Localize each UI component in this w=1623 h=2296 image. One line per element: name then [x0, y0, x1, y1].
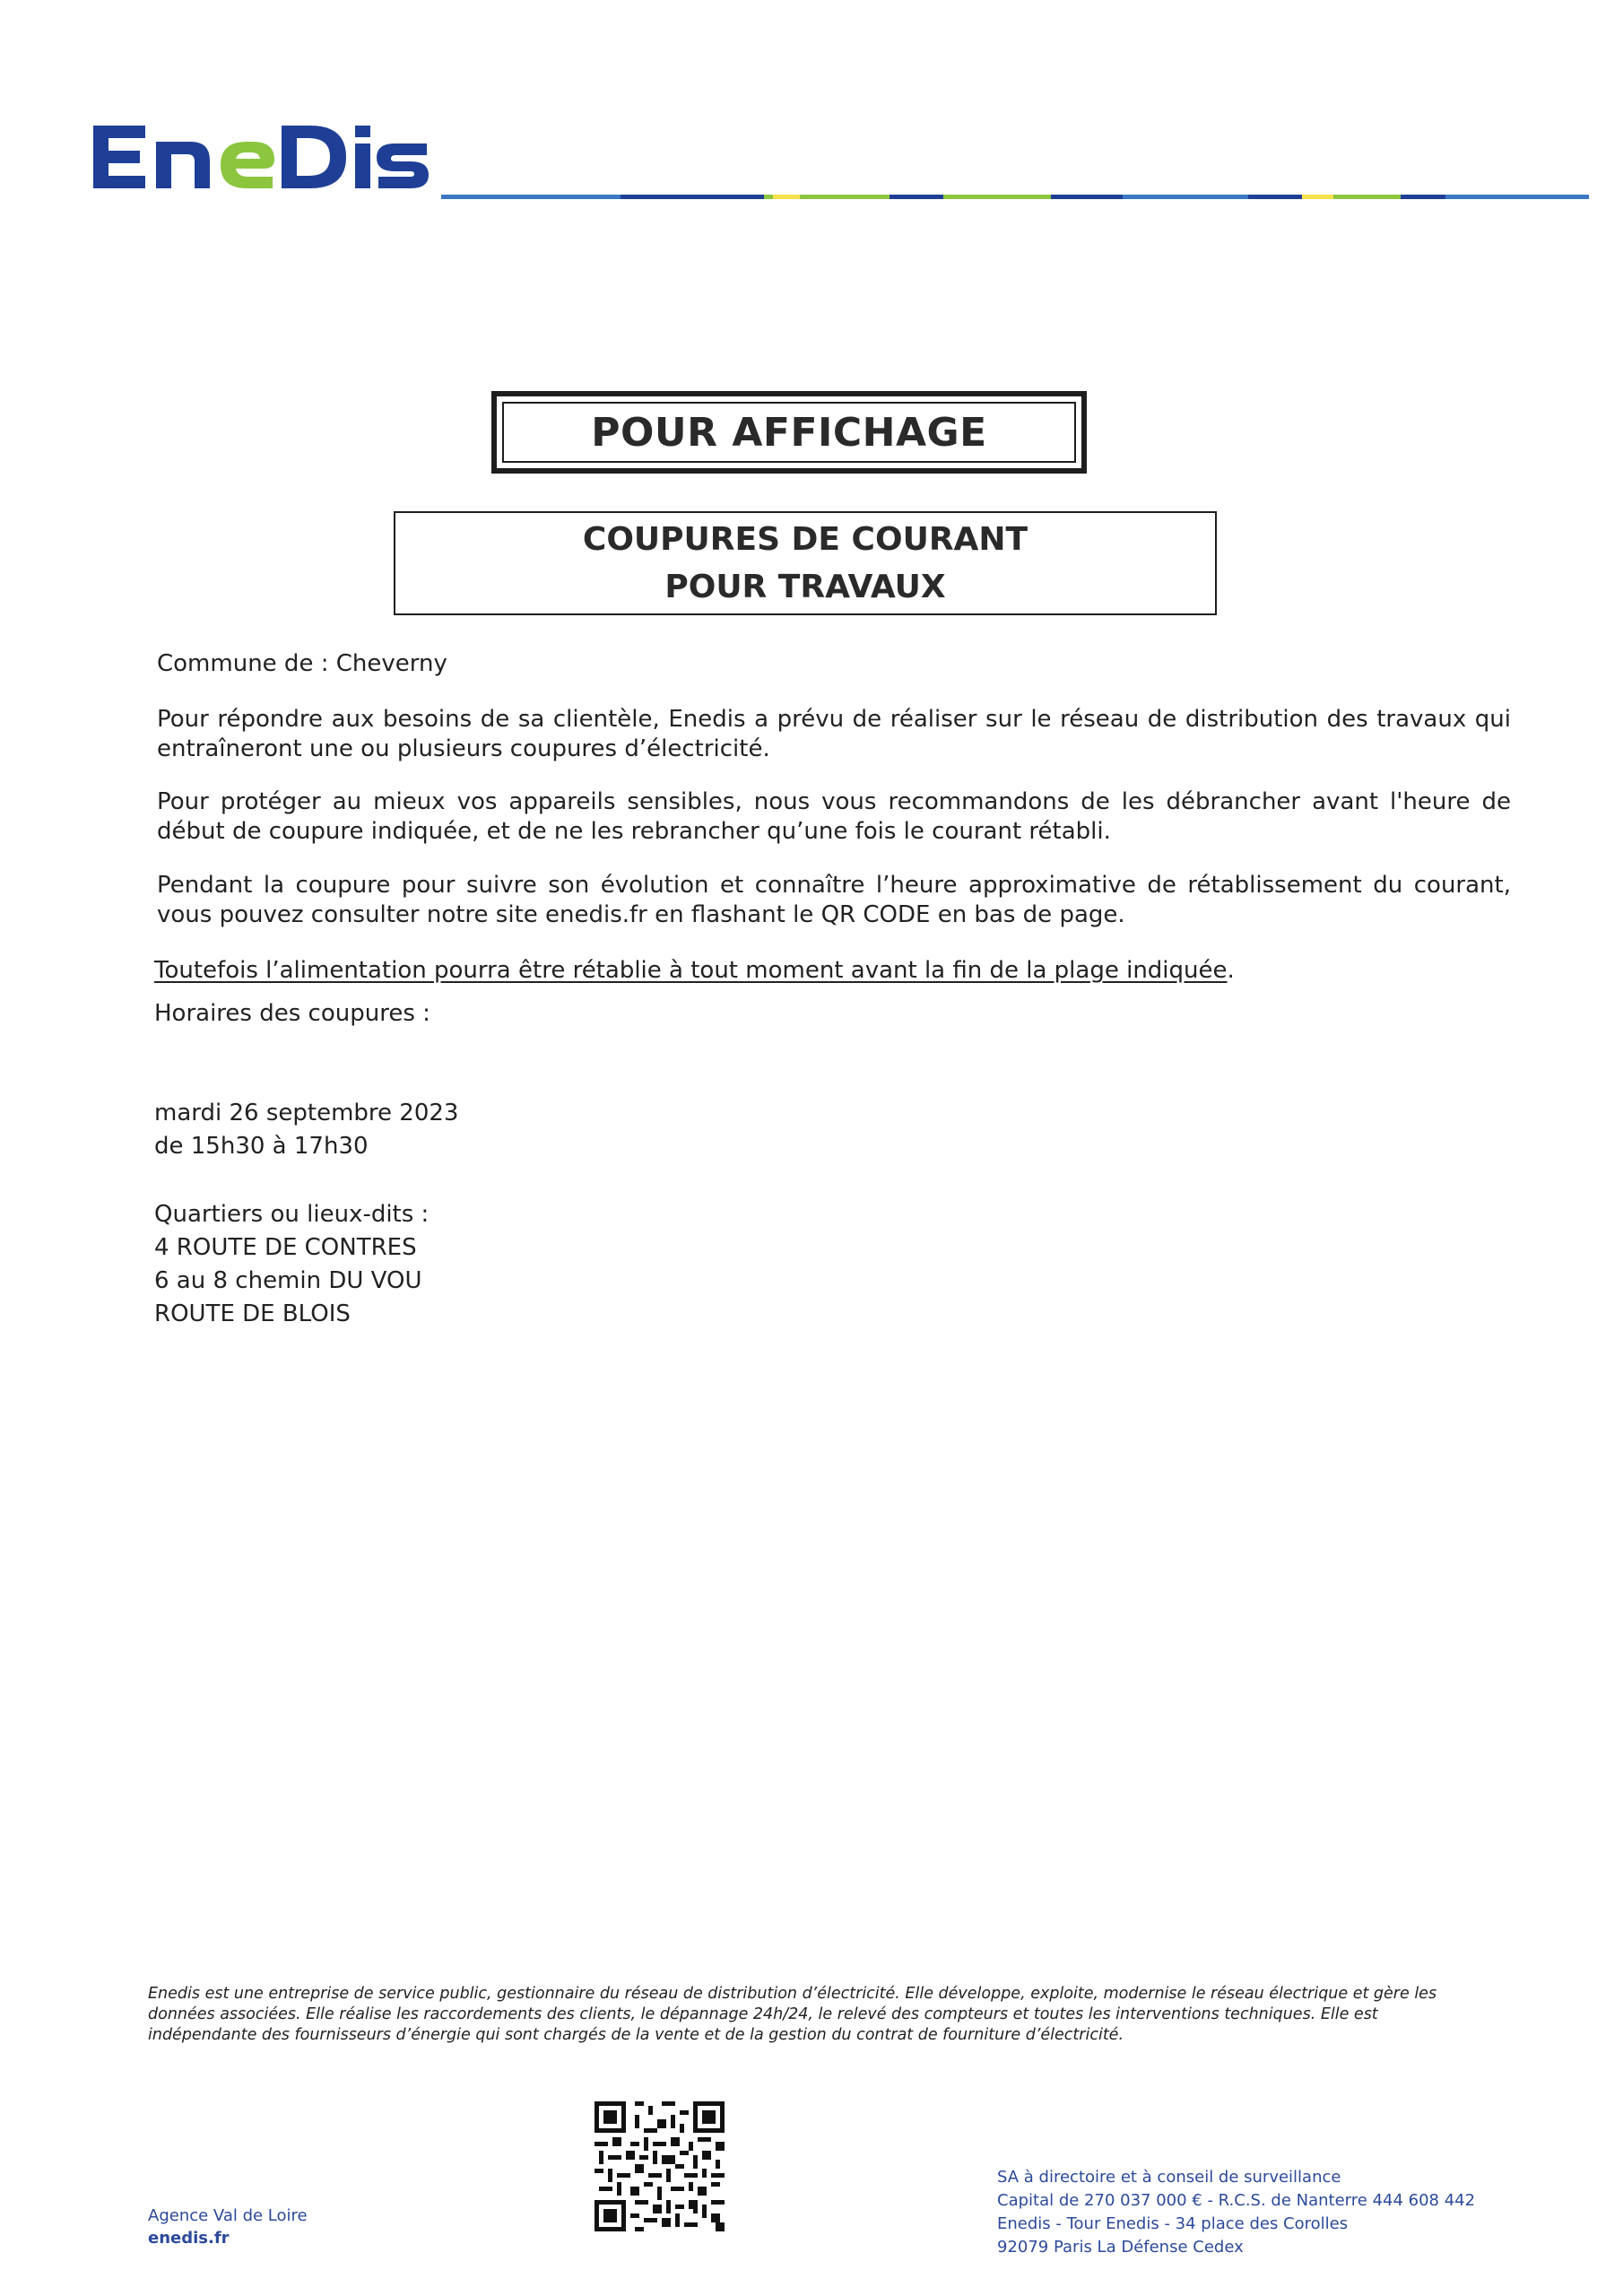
outage-date: mardi 26 septembre 2023: [154, 1100, 459, 1126]
place-item: 4 ROUTE DE CONTRES: [154, 1234, 417, 1261]
legal-block: [997, 2166, 1475, 2259]
legal-line: Capital de 270 037 000 € - R.C.S. de Nanterre 444 608 442: [997, 2191, 1476, 2210]
header-rule: [441, 195, 1589, 199]
agency-site-link[interactable]: [148, 2227, 308, 2249]
agency-site[interactable]: enedis.fr: [148, 2229, 230, 2248]
warning-line: [154, 956, 1410, 986]
qr-code-icon[interactable]: [595, 2101, 725, 2231]
notice-subtitle-line1: COUPURES DE COURANT: [582, 521, 1028, 558]
place-item: 6 au 8 chemin DU VOU: [154, 1267, 422, 1294]
warning-text: Toutefois l’alimentation pourra être rétablie à tout moment avant la fin de la plage indiquée: [154, 957, 1228, 984]
paragraph-tracking: Pendant la coupure pour suivre son évolution et connaître l’heure approximative de rétablissement du courant, vous pouvez consulter notre site enedis.fr en flashant le QR CODE en bas de page.: [157, 872, 1511, 928]
legal-line: Enedis - Tour Enedis - 34 place des Corolles: [997, 2214, 1349, 2233]
outage-time: de 15h30 à 17h30: [154, 1133, 369, 1160]
commune: Commune de : Cheverny: [157, 650, 447, 677]
notice-title-box: [491, 391, 1087, 474]
agency-block: [148, 2205, 308, 2249]
schedule-label: Horaires des coupures :: [154, 1000, 430, 1027]
legal-line: SA à directoire et à conseil de surveillance: [997, 2168, 1341, 2187]
paragraph-advice: Pour protéger au mieux vos appareils sensibles, nous vous recommandons de les débrancher avant l'heure de début de coupure indiquée, et de ne les rebrancher qu’une fois le courant rétabli.: [157, 788, 1511, 845]
legal-line: 92079 Paris La Défense Cedex: [997, 2238, 1244, 2257]
places-label: Quartiers ou lieux-dits :: [154, 1201, 430, 1228]
place-item: ROUTE DE BLOIS: [154, 1300, 351, 1327]
notice-title: POUR AFFICHAGE: [591, 409, 987, 456]
agency-name: Agence Val de Loire: [148, 2206, 308, 2225]
warning-period: .: [1227, 957, 1235, 984]
enedis-logo: [90, 117, 430, 197]
paragraph-intro: Pour répondre aux besoins de sa clientèle, Enedis a prévu de réaliser sur le réseau de distribution des travaux qui entraîneront une ou plusieurs coupures d’électricité.: [157, 706, 1511, 762]
notice-subtitle-box: [394, 511, 1217, 615]
notice-subtitle-line2: POUR TRAVAUX: [664, 569, 946, 605]
footer-company-note: Enedis est une entreprise de service public, gestionnaire du réseau de distribution d’électricité. Elle développe, exploite, modernise le réseau électrique et gère les données associées. Elle réalise les raccordements des clients, le dépannage 24h/24, le relevé des compteurs et toutes les interventions techniques. Elle est indépendante des fournisseurs d’énergie qui sont chargés de la vente et de la gestion du contrat de fourniture d’électricité.: [148, 1985, 1437, 2044]
